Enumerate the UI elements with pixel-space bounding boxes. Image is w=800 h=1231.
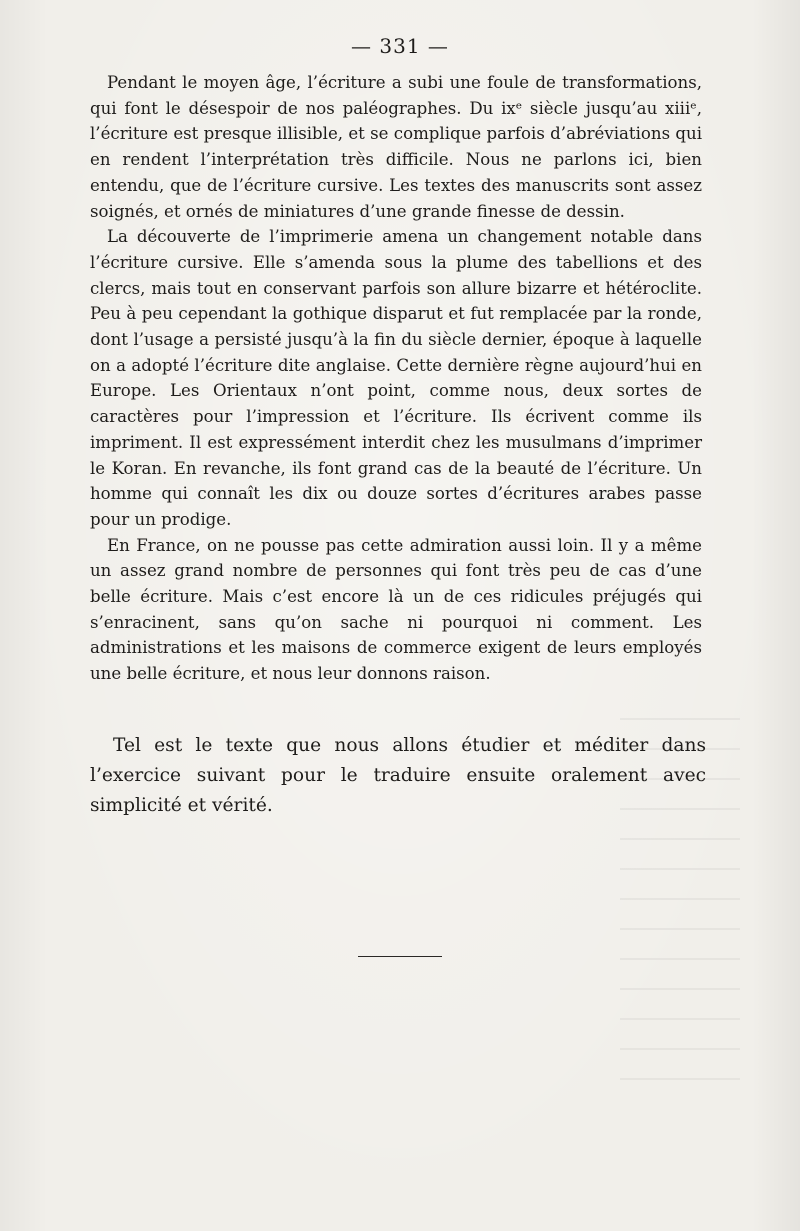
paragraph-3: En France, on ne pousse pas cette admiration aussi loin. Il y a même un assez grand nombre de personnes qui font très peu de cas d’une belle écriture. Mais c’est encore là un de ces ridicules préjugés qui s’enracinent, sans qu’on sache ni pourquoi ni comment. Les administrations et les maisons de commerce exigent de leurs employés une belle écriture, et nous leur donnons raison. xyxy=(90,535,702,684)
paragraph-1: Pendant le moyen âge, l’écriture a subi une foule de transformations, qui font le désespoir de nos paléographes. Du ixᵉ siècle jusqu’au xiiiᵉ, l’écriture est presque illisible, et se complique parfois d’abréviations qui en rendent l’interprétation très difficile. Nous ne parlons ici, bien entendu, que de l’écriture cursive. Les textes des manuscrits sont assez soignés, et ornés de miniatures d’une grande finesse de dessin. xyxy=(90,73,702,221)
paragraph-2: La découverte de l’imprimerie amena un changement notable dans l’écriture cursive. Elle s’amenda sous la plume des tabellions et des clercs, mais tout en conservant parfois son allure bizarre et hétéroclite. Peu à peu cependant la gothique disparut et fut remplacée par la ronde, dont l’usage a persisté jusqu’à la fin du siècle dernier, époque à laquelle on a adopté l’écriture dite anglaise. Cette dernière règne aujourd’hui en Europe. Les Orientaux n’ont point, comme nous, deux sortes de caractères pour l’impression et l’écriture. Ils écrivent comme ils impriment. Il est expressément interdit chez les musulmans d’imprimer le Koran. En revanche, ils font grand cas de la beauté de l’écriture. Un homme qui connaît les dix ou douze sortes d’écritures arabes passe pour un prodige. xyxy=(90,227,702,529)
closing-text xyxy=(90,731,706,821)
section-divider xyxy=(358,956,442,957)
main-text xyxy=(90,70,702,687)
closing-paragraph: Tel est le texte que nous allons étudier et méditer dans l’exercice suivant pour le traduire ensuite oralement avec simplicité et vérité. xyxy=(90,735,706,816)
page-number: — 331 — xyxy=(351,34,449,58)
